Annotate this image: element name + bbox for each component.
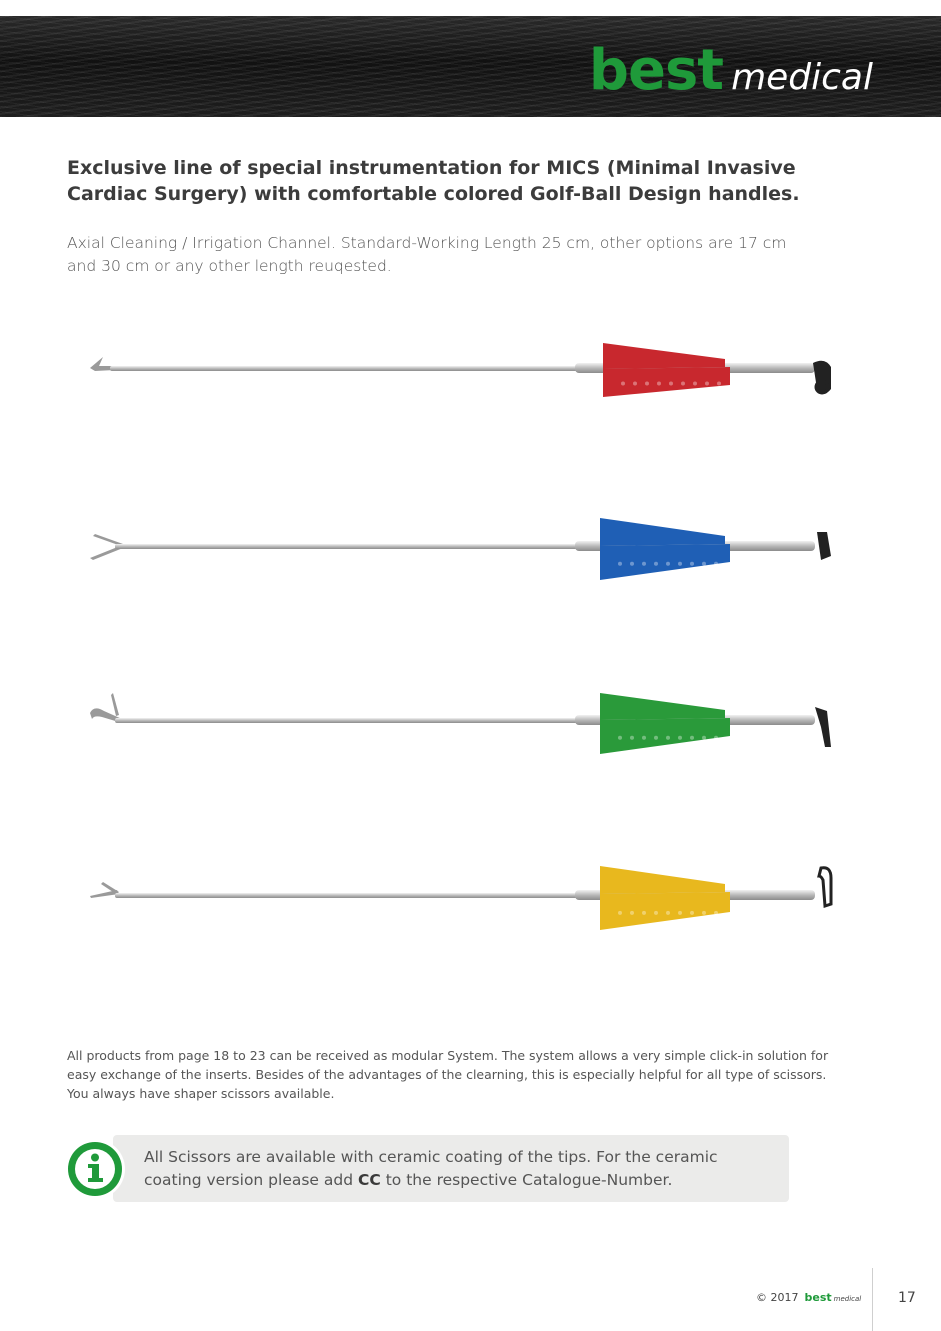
handle-dimple <box>657 382 661 386</box>
logo-best: best <box>588 38 724 103</box>
ring-handle <box>817 532 831 560</box>
handle-dimple <box>618 911 622 915</box>
handle-dimple <box>678 911 682 915</box>
info-icon <box>64 1138 126 1200</box>
shaft <box>115 718 590 723</box>
handle-dimple <box>690 562 694 566</box>
handle-dimple <box>618 736 622 740</box>
info-code: CC <box>358 1171 381 1189</box>
handle-dimple <box>654 911 658 915</box>
handle-dimple <box>705 382 709 386</box>
handle-dimple <box>630 562 634 566</box>
handle-dimple <box>690 911 694 915</box>
headline: Exclusive line of special instrumentation for MICS (Minimal Invasive Cardiac Surgery) with comfortable colored Golf-Ball Design handles. <box>67 157 800 205</box>
handle-dimple <box>630 911 634 915</box>
handle-dimple <box>669 382 673 386</box>
info-text <box>144 1146 774 1192</box>
handle-dimple <box>714 911 718 915</box>
instrument-scissors-straight <box>85 860 845 940</box>
handle-dimple <box>714 736 718 740</box>
handle-dimple <box>717 382 721 386</box>
description: Axial Cleaning / Irrigation Channel. Standard-Working Length 25 cm, other options are 17 cm and 30 cm or any other length reuqested. <box>67 234 787 275</box>
handle-dimple <box>714 562 718 566</box>
handle-dimple <box>702 911 706 915</box>
ring-handle <box>815 707 831 747</box>
info-box <box>113 1135 789 1202</box>
handle-dimple <box>642 736 646 740</box>
handle-dimple <box>693 382 697 386</box>
handle-dimple <box>666 911 670 915</box>
handle-top <box>603 343 725 369</box>
ring-handle <box>819 868 831 906</box>
handle-top <box>600 866 725 894</box>
shaft <box>110 366 590 371</box>
handle-top <box>600 518 725 546</box>
copyright-text: © 2017 <box>756 1291 799 1304</box>
footer-copyright <box>756 1291 861 1304</box>
handle-dimple <box>690 736 694 740</box>
shaft <box>115 544 590 549</box>
instrument-scissors-curved <box>85 685 845 765</box>
footer-brand-medical: medical <box>833 1295 862 1303</box>
handle-dimple <box>642 562 646 566</box>
handle-dimple <box>621 382 625 386</box>
logo-medical: medical <box>731 57 873 98</box>
instrument-forceps <box>85 510 845 590</box>
handle-dimple <box>681 382 685 386</box>
page-number: 17 <box>898 1290 916 1306</box>
handle-dimple <box>666 562 670 566</box>
handle-dimple <box>666 736 670 740</box>
handle-top <box>600 693 725 720</box>
handle-dimple <box>645 382 649 386</box>
footer-divider <box>872 1268 873 1331</box>
handle-dimple <box>633 382 637 386</box>
logo <box>589 38 873 103</box>
handle-dimple <box>678 736 682 740</box>
header-banner <box>0 16 941 117</box>
shaft <box>115 893 590 898</box>
info-text-before: All Scissors are available with ceramic coating of the tips. For the ceramic coating version please add <box>144 1148 718 1189</box>
handle-dimple <box>618 562 622 566</box>
handle-dimple <box>654 736 658 740</box>
info-text-after: to the respective Catalogue-Number. <box>385 1171 673 1189</box>
handle-dimple <box>702 562 706 566</box>
instrument-hook <box>85 335 845 415</box>
modular-system-note: All products from page 18 to 23 can be received as modular System. The system allows a very simple click-in solution for easy exchange of the inserts. Besides of the advantages of the clearning, this is especially helpful for all type of scissors. You always have shaper scissors available. <box>67 1048 829 1101</box>
handle-dimple <box>642 911 646 915</box>
handle-dimple <box>702 736 706 740</box>
handle-dimple <box>630 736 634 740</box>
handle-dimple <box>654 562 658 566</box>
scissors-blade-lower <box>111 693 119 716</box>
handle-dimple <box>678 562 682 566</box>
footer-brand-best: best <box>804 1291 832 1304</box>
